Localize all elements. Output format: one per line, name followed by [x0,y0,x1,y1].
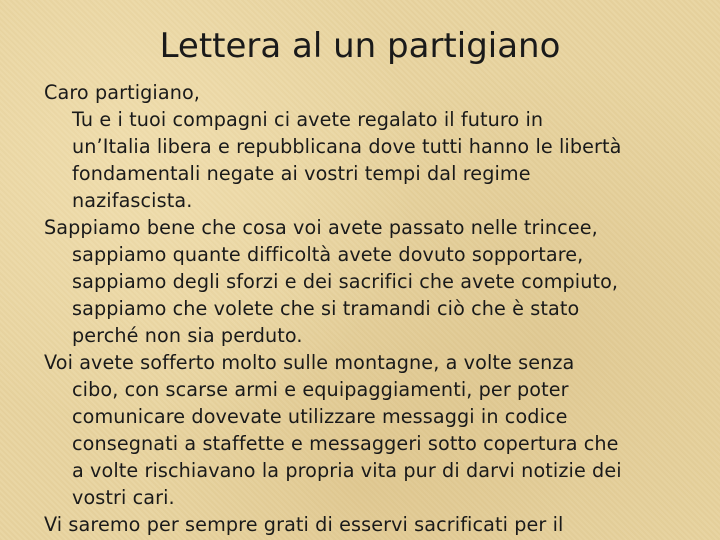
letter-line: consegnati a staffette e messaggeri sotto copertura che [72,432,619,455]
letter-line: fondamentali negate ai vostri tempi dal regime [72,162,531,185]
letter-line: Caro partigiano, [44,81,201,104]
letter-line: comunicare dovevate utilizzare messaggi in codice [72,405,568,428]
letter-line: nazifascista. [72,189,193,212]
slide-title: Lettera al un partigiano [159,26,561,66]
letter-line: Tu e i tuoi compagni ci avete regalato il futuro in [72,108,544,131]
letter-line: Vi saremo per sempre grati di esservi sacrificati per il [44,513,564,536]
letter-line: sappiamo che volete che si tramandi ciò che è stato [72,297,580,320]
letter-line: Sappiamo bene che cosa voi avete passato nelle trincee, [44,216,598,239]
letter-line: sappiamo quante difficoltà avete dovuto sopportare, [72,243,584,266]
letter-line: un’Italia libera e repubblicana dove tutti hanno le libertà [72,135,622,158]
letter-line: perché non sia perduto. [72,324,303,347]
letter-line: a volte rischiavano la propria vita pur di darvi notizie dei [72,459,622,482]
letter-line: sappiamo degli sforzi e dei sacrifici che avete compiuto, [72,270,619,293]
letter-body [44,79,694,538]
letter-line: cibo, con scarse armi e equipaggiamenti, per poter [72,378,569,401]
letter-line: vostri cari. [72,486,175,509]
letter-line: Voi avete sofferto molto sulle montagne, a volte senza [44,351,575,374]
